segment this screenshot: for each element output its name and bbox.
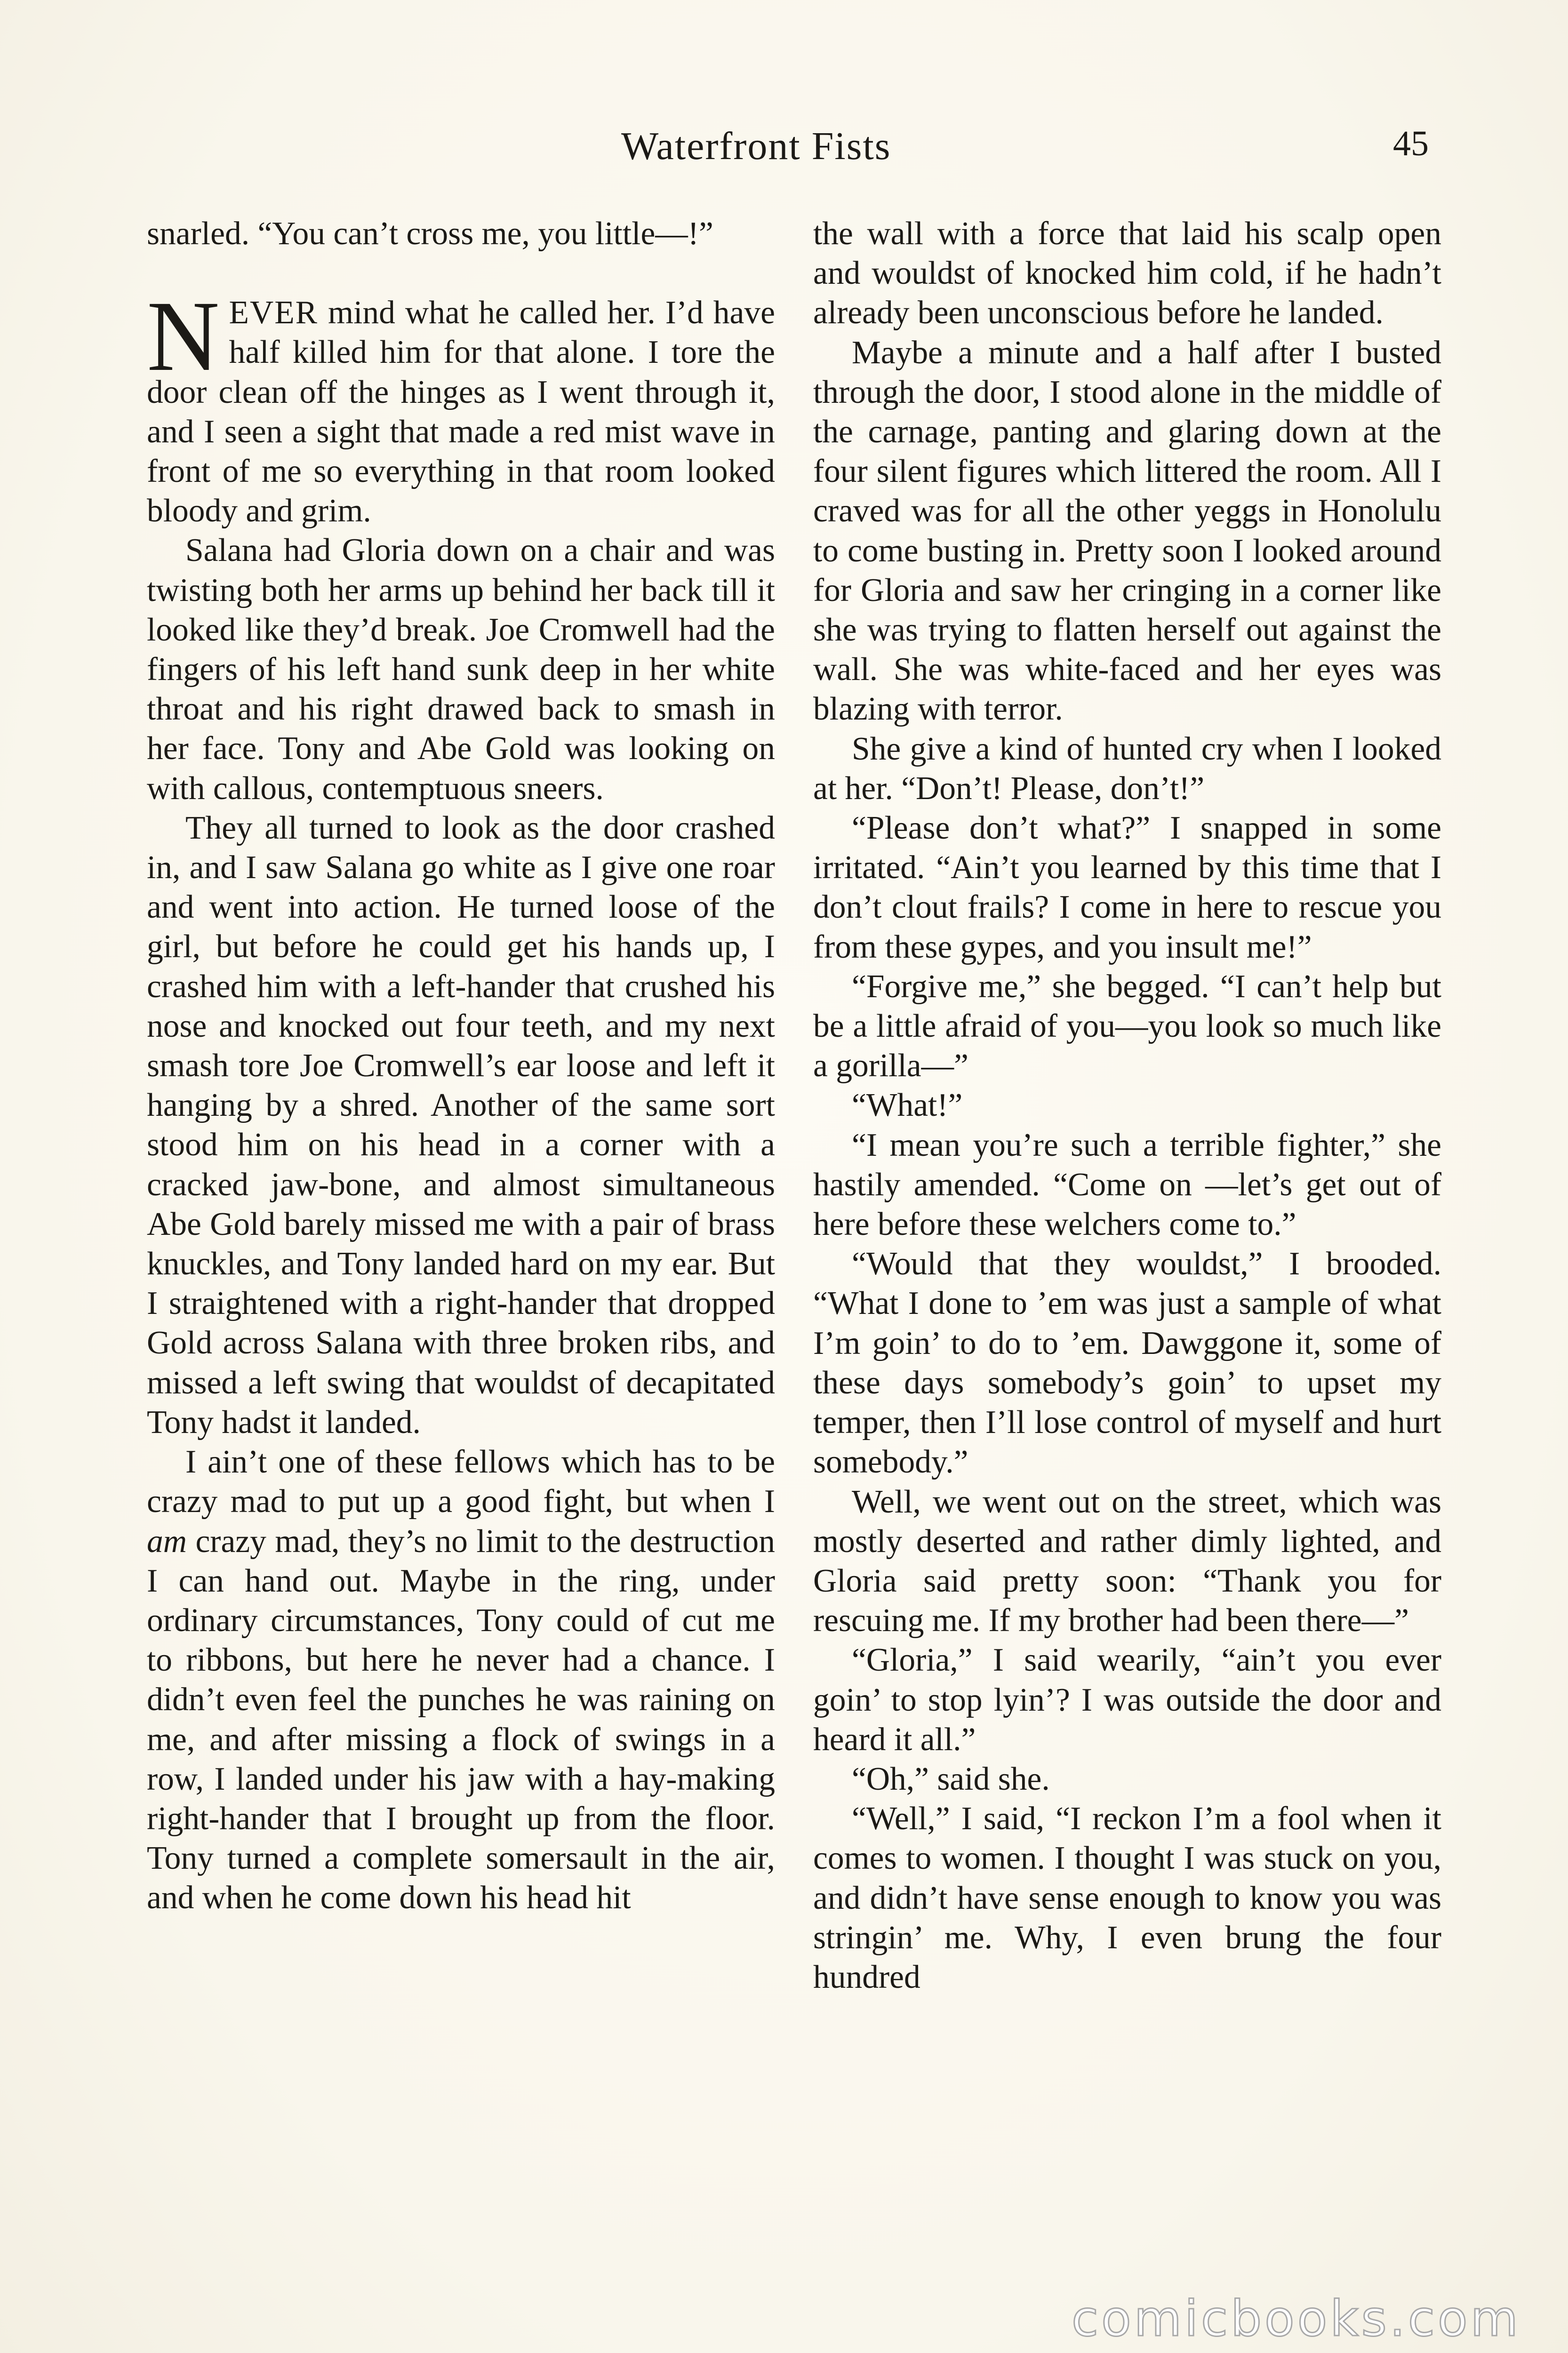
drop-cap: N (147, 280, 220, 392)
paragraph: “I mean you’re such a terrible fighter,” she hastily amended. “Come on —let’s get out of here before these welchers come to.” (813, 1127, 1441, 1243)
paragraph: “Well,” I said, “I reckon I’m a fool when it comes to women. I thought I was stuck on you, and didn’t have sense enough to know you was stringin’ me. Why, I even brung the four hundred (813, 1801, 1441, 1995)
paragraph: “Would that they wouldst,” I brooded. “What I done to ’em was just a sample of what I’m goin’ to do to ’em. Dawggone it, some of these days somebody’s goin’ to upset my temper, then I’ll lose control of myself and hurt somebody.” (813, 1246, 1441, 1481)
paragraph-text: mind what he called her. I’d have half killed him for that alone. I tore the door clean off the hinges as I went through it, and I seen a sight that made a red mist wave in front of me so everything in that room looked bloody and grim. (147, 295, 775, 529)
paragraph: Salana had Gloria down on a chair and was twisting both her arms up behind her back till it looked like they’d break. Joe Cromwell had the fingers of his left hand sunk deep in her white throat and his right drawed back to smash in her face. Tony and Abe Gold was looking on with callous, contemptuous sneers. (147, 532, 775, 807)
paragraph: the wall with a force that laid his scalp open and wouldst of knocked him cold, if he hadn’t already been unconscious before he landed. (813, 216, 1441, 331)
section-opening-paragraph (147, 280, 775, 531)
paragraph (147, 1442, 775, 1918)
paragraph-text: I ain’t one of these fellows which has to be crazy mad to put up a good fight, but when I (147, 1444, 775, 1520)
paragraph: She give a kind of hunted cry when I looked at her. “Don’t! Please, don’t!” (813, 730, 1441, 807)
running-title: Waterfront Fists (621, 124, 891, 168)
paragraph: “Gloria,” I said wearily, “ain’t you ever goin’ to stop lyin’? I was outside the door and heard it all.” (813, 1642, 1441, 1758)
paragraph: “Forgive me,” she begged. “I can’t help but be a little afraid of you—you look so much like a gorilla—” (813, 968, 1441, 1084)
paragraph: “What!” (852, 1087, 963, 1124)
page-number: 45 (1393, 124, 1429, 163)
right-column (813, 214, 1441, 2294)
paragraph: snarled. “You can’t cross me, you little—!” (147, 216, 713, 252)
small-caps-lead: EVER (229, 295, 319, 331)
paragraph: Maybe a minute and a half after I busted through the door, I stood alone in the middle of the carnage, panting and glaring down at the four silent figures which littered the room. All I craved was for all the other yeggs in Honolulu to come busting in. Pretty soon I looked around for Gloria and saw her cringing in a corner like she was trying to flatten herself out against the wall. She was white-faced and her eyes was blazing with terror. (813, 334, 1441, 728)
left-column (147, 214, 775, 2294)
paragraph-text: crazy mad, they’s no limit to the destruction I can hand out. Maybe in the ring, under ordinary circumstances, Tony could of cut me to ribbons, but here he never had a chance. I didn’t even feel the punches he was raining on me, and after missing a flock of swings in a row, I landed under his jaw with a hay-making right-hander that I brought up from the floor. Tony turned a complete somersault in the air, and when he come down his head hit (147, 1523, 775, 1916)
paragraph: “Oh,” said she. (852, 1761, 1050, 1797)
emphasis-text: am (147, 1523, 187, 1560)
paragraph: “Please don’t what?” I snapped in some irritated. “Ain’t you learned by this time that I don’t clout frails? I come in here to rescue you from these gypes, and you insult me!” (813, 810, 1441, 965)
paragraph: They all turned to look as the door crashed in, and I saw Salana go white as I give one roar and went into action. He turned loose of the girl, but before he could get his hands up, I crashed him with a left-hander that crushed his nose and knocked out four teeth, and my next smash tore Joe Cromwell’s ear loose and left it hanging by a shred. Another of the same sort stood him on his head in a corner with a cracked jaw-bone, and almost simultaneous Abe Gold barely missed me with a pair of brass knuckles, and Tony landed hard on my ear. But I straightened with a right-hander that dropped Gold across Salana with three broken ribs, and missed a left swing that wouldst of decapitated Tony hadst it landed. (147, 809, 775, 1441)
site-watermark: comicbooks.com (1071, 2290, 1521, 2347)
paragraph: Well, we went out on the street, which was mostly deserted and rather dimly lighted, and Gloria said pretty soon: “Thank you for rescuing me. If my brother had been there—” (813, 1483, 1441, 1639)
